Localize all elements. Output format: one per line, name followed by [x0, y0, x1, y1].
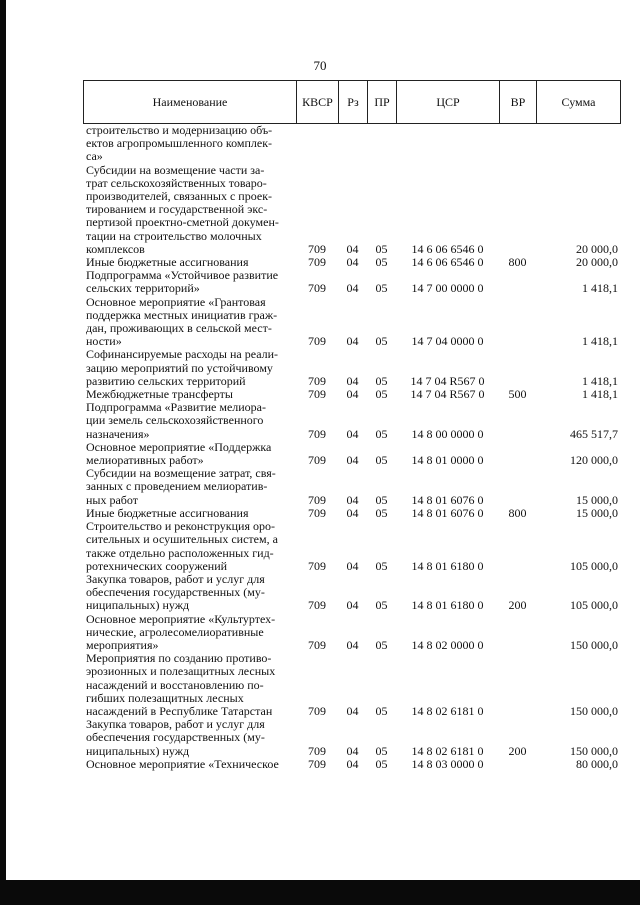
row-pr: 05: [375, 241, 388, 256]
row-sum: 20 000,0: [576, 241, 618, 256]
row-name: [83, 269, 296, 295]
row-name-line: развитию сельских территорий: [86, 373, 246, 388]
row-name-line: Основное мероприятие «Техническое: [86, 756, 279, 771]
row-pr: 05: [375, 598, 388, 613]
row-name-line: тированием и государственной экс-: [86, 202, 268, 217]
row-sum: 1 418,1: [582, 334, 618, 349]
row-kvsr: 709: [308, 453, 326, 468]
table-row: [83, 269, 621, 295]
row-name-line: ектов агропромышленного комплек-: [86, 136, 273, 151]
row-sum: 150 000,0: [570, 703, 618, 718]
row-sum: 15 000,0: [576, 492, 618, 507]
row-csr: 14 8 00 0000 0: [411, 426, 484, 441]
row-name: [83, 613, 296, 653]
row-sum: 1 418,1: [582, 387, 618, 402]
row-name-line: также отдельно расположенных гид-: [86, 545, 274, 560]
row-name-line: ниципальных) нужд: [86, 598, 190, 613]
row-kvsr: 709: [308, 743, 326, 758]
row-csr: 14 7 04 0000 0: [411, 334, 484, 349]
header-name: Наименование: [84, 81, 297, 123]
header-vr: ВР: [500, 81, 537, 123]
row-pr: 05: [375, 743, 388, 758]
row-name-line: поддержка местных инициатив граж-: [86, 307, 278, 322]
row-name-line: Основное мероприятие «Поддержка: [86, 439, 272, 454]
row-kvsr: 709: [308, 505, 326, 520]
row-rz: 04: [346, 453, 359, 468]
row-rz: 04: [346, 281, 359, 296]
row-sum: 1 418,1: [582, 373, 618, 388]
row-name-line: мероприятия»: [86, 637, 159, 652]
table-row: [83, 652, 621, 718]
row-vr: 200: [508, 598, 527, 613]
row-kvsr: 709: [308, 426, 326, 441]
row-name-line: комплексов: [86, 241, 145, 256]
row-pr: 05: [375, 703, 388, 718]
row-name-line: тации на строительство молочных: [86, 228, 262, 243]
table-row: [83, 613, 621, 653]
row-sum: 465 517,7: [570, 426, 618, 441]
row-rz: 04: [346, 558, 359, 573]
row-rz: 04: [346, 373, 359, 388]
row-pr: 05: [375, 637, 388, 652]
row-name-line: пертизой проектно-сметной докумен-: [86, 215, 279, 230]
row-name-line: са»: [86, 149, 103, 164]
header-pr: ПР: [368, 81, 397, 123]
row-name-line: зацию мероприятий по устойчивому: [86, 360, 273, 375]
row-sum: 1 418,1: [582, 281, 618, 296]
row-name-line: Иные бюджетные ассигнования: [86, 505, 249, 520]
table-row: [83, 520, 621, 573]
row-rz: 04: [346, 703, 359, 718]
row-sum: 80 000,0: [576, 756, 618, 771]
row-name: [83, 348, 296, 388]
page-number: 70: [313, 58, 327, 73]
row-pr: 05: [375, 334, 388, 349]
table-row: [83, 467, 621, 507]
table-row: [83, 401, 621, 441]
row-rz: 04: [346, 387, 359, 402]
row-rz: 04: [346, 756, 359, 771]
row-name-line: сительных и осушительных систем, а: [86, 532, 278, 547]
row-name-line: Иные бюджетные ассигнования: [86, 255, 249, 270]
row-name-line: ности»: [86, 334, 122, 349]
row-csr: 14 8 01 0000 0: [411, 453, 484, 468]
row-name-line: ротехнических сооружений: [86, 558, 228, 573]
row-name-line: Межбюджетные трансферты: [86, 387, 233, 402]
row-pr: 05: [375, 505, 388, 520]
row-name-line: Строительство и реконструкция оро-: [86, 519, 275, 534]
row-csr: 14 8 01 6076 0: [411, 492, 484, 507]
row-vr: 800: [508, 255, 527, 270]
row-csr: 14 7 04 R567 0: [410, 387, 485, 402]
table-row: [83, 124, 621, 164]
row-name-line: Подпрограмма «Развитие мелиора-: [86, 400, 266, 415]
row-sum: 105 000,0: [570, 598, 618, 613]
row-name-line: занных с проведением мелиоратив-: [86, 479, 268, 494]
row-name: [83, 296, 296, 349]
row-pr: 05: [375, 453, 388, 468]
row-pr: 05: [375, 373, 388, 388]
row-kvsr: 709: [308, 255, 326, 270]
row-sum: 20 000,0: [576, 255, 618, 270]
row-name-line: обеспечения государственных (му-: [86, 585, 265, 600]
row-kvsr: 709: [308, 703, 326, 718]
row-vr: 200: [508, 743, 527, 758]
row-name-line: обеспечения государственных (му-: [86, 730, 265, 745]
row-kvsr: 709: [308, 637, 326, 652]
table-row: [83, 718, 621, 758]
row-name-line: Субсидии на возмещение части за-: [86, 162, 265, 177]
row-name: [83, 124, 296, 164]
row-kvsr: 709: [308, 334, 326, 349]
row-name: [83, 573, 296, 613]
row-sum: 150 000,0: [570, 743, 618, 758]
row-name: [83, 718, 296, 758]
row-name-line: Софинансируемые расходы на реали-: [86, 347, 279, 362]
header-kvsr: КВСР: [297, 81, 339, 123]
row-pr: 05: [375, 387, 388, 402]
row-name-line: ниципальных) нужд: [86, 743, 190, 758]
row-name: [83, 441, 296, 467]
table-row: [83, 348, 621, 388]
row-csr: 14 6 06 6546 0: [411, 241, 484, 256]
row-name-line: назначения»: [86, 426, 150, 441]
row-name-line: дан, проживающих в сельской мест-: [86, 321, 272, 336]
row-rz: 04: [346, 492, 359, 507]
row-name: [83, 758, 296, 771]
row-name-line: производителей, связанных с проек-: [86, 189, 273, 204]
scan-bottom-border: [0, 880, 640, 905]
header-csr: ЦСР: [397, 81, 500, 123]
row-name-line: Основное мероприятие «Грантовая: [86, 294, 266, 309]
row-csr: 14 8 01 6076 0: [411, 505, 484, 520]
row-kvsr: 709: [308, 281, 326, 296]
row-name-line: Подпрограмма «Устойчивое развитие: [86, 268, 279, 283]
row-rz: 04: [346, 334, 359, 349]
row-csr: 14 8 01 6180 0: [411, 598, 484, 613]
row-pr: 05: [375, 426, 388, 441]
row-kvsr: 709: [308, 373, 326, 388]
row-sum: 15 000,0: [576, 505, 618, 520]
row-name-line: строительство и модернизацию объ-: [86, 123, 273, 137]
table-row: [83, 164, 621, 256]
row-name: [83, 652, 296, 718]
row-csr: 14 8 02 6181 0: [411, 743, 484, 758]
row-kvsr: 709: [308, 756, 326, 771]
row-name-line: Закупка товаров, работ и услуг для: [86, 717, 265, 732]
row-name-line: эрозионных и полезащитных лесных: [86, 664, 276, 679]
row-kvsr: 709: [308, 241, 326, 256]
row-sum: 105 000,0: [570, 558, 618, 573]
row-rz: 04: [346, 637, 359, 652]
table-row: [83, 296, 621, 349]
row-vr: 800: [508, 505, 527, 520]
row-pr: 05: [375, 255, 388, 270]
row-vr: 500: [508, 387, 527, 402]
row-name-line: мелиоративных работ»: [86, 453, 204, 468]
table-header: [83, 80, 621, 124]
row-sum: 120 000,0: [570, 453, 618, 468]
table-row: [83, 573, 621, 613]
row-csr: 14 7 00 0000 0: [411, 281, 484, 296]
row-kvsr: 709: [308, 387, 326, 402]
row-name-line: нические, агролесомелиоративные: [86, 624, 264, 639]
row-csr: 14 8 01 6180 0: [411, 558, 484, 573]
header-rz: Рз: [339, 81, 368, 123]
row-name-line: Основное мероприятие «Культуртех-: [86, 611, 276, 626]
row-csr: 14 7 04 R567 0: [410, 373, 485, 388]
scan-left-border: [0, 0, 6, 905]
row-pr: 05: [375, 492, 388, 507]
row-name-line: гибших полезащитных лесных: [86, 690, 244, 705]
row-kvsr: 709: [308, 558, 326, 573]
row-name-line: Субсидии на возмещение затрат, свя-: [86, 466, 276, 481]
row-sum: 150 000,0: [570, 637, 618, 652]
row-rz: 04: [346, 598, 359, 613]
row-pr: 05: [375, 281, 388, 296]
row-rz: 04: [346, 255, 359, 270]
row-kvsr: 709: [308, 598, 326, 613]
table-row: [83, 758, 621, 771]
table-row: [83, 441, 621, 467]
row-name: [83, 520, 296, 573]
header-sum: Сумма: [561, 94, 596, 109]
row-name-line: ных работ: [86, 492, 139, 507]
row-rz: 04: [346, 505, 359, 520]
row-kvsr: 709: [308, 492, 326, 507]
row-csr: 14 8 02 0000 0: [411, 637, 484, 652]
row-csr: 14 8 02 6181 0: [411, 703, 484, 718]
row-name: [83, 401, 296, 441]
row-name: [83, 164, 296, 256]
row-name-line: Мероприятия по созданию противо-: [86, 651, 272, 666]
row-name: [83, 467, 296, 507]
row-pr: 05: [375, 558, 388, 573]
row-name-line: насаждений в Республике Татарстан: [86, 703, 273, 718]
row-name-line: ции земель сельскохозяйственного: [86, 413, 264, 428]
row-csr: 14 6 06 6546 0: [411, 255, 484, 270]
row-pr: 05: [375, 756, 388, 771]
row-name-line: насаждений и восстановлению по-: [86, 677, 264, 692]
row-name-line: трат сельскохозяйственных товаро-: [86, 175, 267, 190]
row-csr: 14 8 03 0000 0: [411, 756, 484, 771]
row-name-line: сельских территорий»: [86, 281, 200, 296]
row-rz: 04: [346, 426, 359, 441]
row-rz: 04: [346, 241, 359, 256]
row-rz: 04: [346, 743, 359, 758]
row-name-line: Закупка товаров, работ и услуг для: [86, 571, 265, 586]
table-body: [83, 124, 621, 771]
